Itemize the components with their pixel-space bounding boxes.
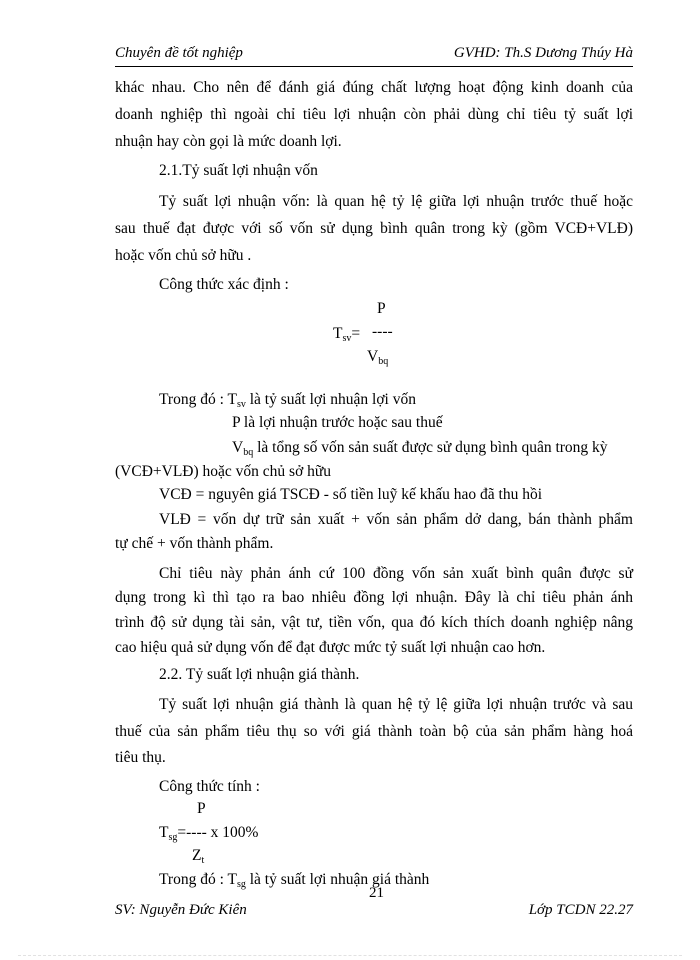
legend2-tsg: Trong đó : $T_{sg}$ là tỷ suất lợi nhuận giá thành	[159, 871, 430, 890]
formula1-fraction-bar: ----	[372, 323, 393, 340]
legend1-vbq-cont: (VCĐ+VLĐ) hoặc vốn chủ sở hữu	[115, 463, 332, 480]
para2-line1: Tỷ suất lợi nhuận vốn: là quan hệ tỷ lệ giữa lợi nhuận trước thuế hoặc	[159, 193, 633, 210]
formula1-lhs: $T_{sv}=$	[333, 325, 361, 344]
legend1-vld-line2: tự chế + vốn thành phẩm.	[115, 535, 274, 552]
para3-line2: dụng trong kì thì tạo ra bao nhiêu đồng lợi nhuận. Đây là chỉ tiêu phản ánh	[115, 589, 633, 606]
legend1-vbq: $V_{bq}$ là tổng số vốn sản suất được sử dụng bình quân trong kỳ	[232, 439, 608, 458]
page-number: 21	[369, 885, 384, 901]
header-supervisor: GVHD: Th.S Dương Thúy Hà	[453, 45, 633, 61]
footer-student: SV: Nguyễn Đức Kiên	[115, 902, 247, 918]
para1-line3: nhuận hay còn gọi là mức doanh lợi.	[115, 133, 342, 150]
para4-line3: tiêu thụ.	[115, 749, 166, 766]
formula2-denominator: $Z_t$	[192, 847, 205, 866]
formula1-denominator: $V_{bq}$	[367, 348, 389, 367]
footer-class: Lớp TCDN 22.27	[528, 902, 633, 918]
page-footer	[115, 902, 633, 926]
page-header	[115, 40, 633, 67]
para4-line2: thuế của sản phẩm tiêu thụ so với giá thành toàn bộ của sản phẩm hàng hoá	[115, 723, 633, 740]
para1-line1: khác nhau. Cho nên để đánh giá đúng chất lượng hoạt động kinh doanh của	[115, 79, 633, 96]
para3-line1: Chỉ tiêu này phản ánh cứ 100 đồng vốn sản xuất bình quân được sử	[159, 565, 633, 582]
para2-line3: hoặc vốn chủ sở hữu .	[115, 247, 252, 264]
para3-line3: trình độ sử dụng tài sản, vật tư, tiền vốn, qua đó kích thích doanh nghiệp nâng	[115, 614, 633, 631]
legend1-vld-line1: VLĐ = vốn dự trữ sản xuất + vốn sản phẩm dở dang, bán thành phẩm	[159, 511, 633, 528]
formula2-numerator: P	[197, 800, 206, 817]
formula2-label: Công thức tính :	[159, 778, 260, 795]
formula2-lhs: $T_{sg}=----$ x 100%	[159, 824, 259, 843]
para3-line4: cao hiệu quả sử dụng vốn để đạt được mức tỷ suất lợi nhuận cao hơn.	[115, 639, 546, 656]
heading-2-2: 2.2. Tỷ suất lợi nhuận giá thành.	[159, 666, 360, 683]
legend1-tsv: Trong đó : $T_{sv}$ là tỷ suất lợi nhuận lợi vốn	[159, 391, 416, 410]
para1-line2: doanh nghiệp thì ngoài chỉ tiêu lợi nhuận còn phải dùng chỉ tiêu tỷ suất lợi	[115, 106, 633, 123]
legend1-vcd: VCĐ = nguyên giá TSCĐ - số tiền luỹ kế khấu hao đã thu hồi	[159, 486, 542, 503]
header-title: Chuyên đề tốt nghiệp	[115, 45, 243, 61]
legend1-p: P là lợi nhuận trước hoặc sau thuế	[232, 414, 443, 431]
para2-line2: sau thuế đạt được với số vốn sử dụng bình quân trong kỳ (gồm VCĐ+VLĐ)	[115, 220, 633, 237]
page-edge-divider	[18, 955, 682, 956]
formula1-numerator: P	[377, 300, 386, 317]
para4-line1: Tỷ suất lợi nhuận giá thành là quan hệ tỷ lệ giữa lợi nhuận trước và sau	[159, 696, 633, 713]
formula1-label: Công thức xác định :	[159, 276, 289, 293]
heading-2-1: 2.1.Tỷ suất lợi nhuận vốn	[159, 162, 318, 179]
